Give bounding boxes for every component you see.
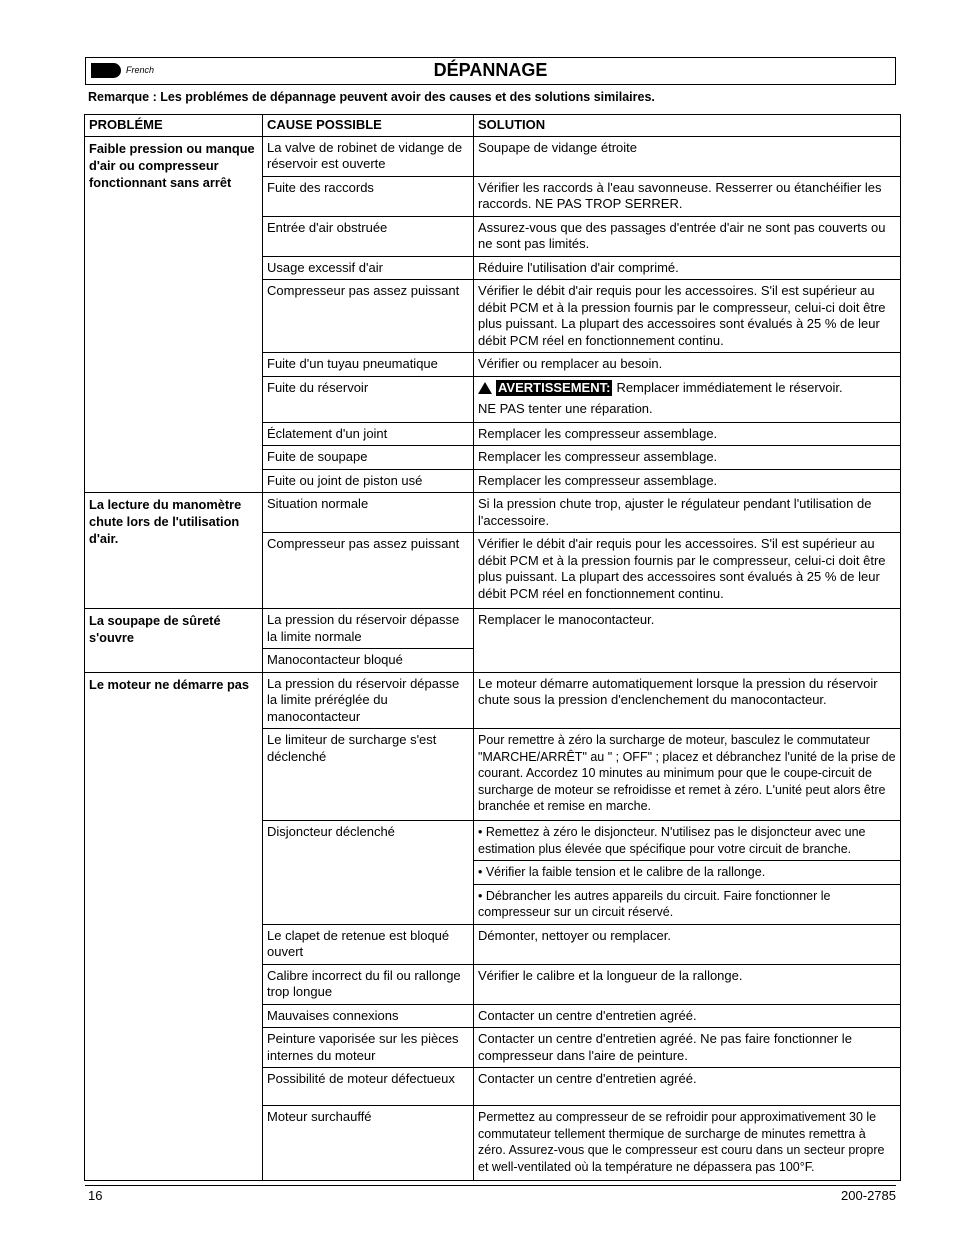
solution-cell: Soupape de vidange étroite [474, 136, 901, 176]
solution-cell [474, 376, 901, 422]
warning-label: AVERTISSEMENT: [498, 379, 611, 395]
table-header-row [85, 115, 901, 137]
col-header-cause: CAUSE POSSIBLE [263, 115, 474, 137]
solution-cell: Assurez-vous que des passages d'entrée d'air ne sont pas couverts ou ne sont pas limités. [474, 216, 901, 256]
solution-cell: Vérifier le calibre et la longueur de la rallonge. [474, 964, 901, 1004]
solution-cell: Contacter un centre d'entretien agréé. Ne pas faire fonctionner le compresseur dans l'aire de peinture. [474, 1028, 901, 1068]
cause-cell: Mauvaises connexions [263, 1004, 474, 1028]
cause-cell: Compresseur pas assez puissant [263, 533, 474, 609]
cause-cell: Disjoncteur déclenché [263, 821, 474, 925]
table-row [85, 493, 901, 533]
cause-cell: La pression du réservoir dépasse la limite préréglée du manocontacteur [263, 672, 474, 729]
document-code: 200-2785 [841, 1188, 896, 1203]
page-title: DÉPANNAGE [433, 60, 548, 80]
cause-cell: La valve de robinet de vidange de réservoir est ouverte [263, 136, 474, 176]
problem-cell: La lecture du manomètre chute lors de l'utilisation d'air. [85, 493, 263, 609]
problem-cell: Faible pression ou manque d'air ou compresseur fonctionnant sans arrêt [85, 136, 263, 493]
solution-text: NE PAS tenter une réparation. [478, 401, 653, 416]
footer-rule [85, 1185, 896, 1186]
solution-cell: Contacter un centre d'entretien agréé. [474, 1068, 901, 1106]
cause-cell: Calibre incorrect du fil ou rallonge trop longue [263, 964, 474, 1004]
solution-cell: Le moteur démarre automatiquement lorsque la pression du réservoir chute sous la pression d'enclenchement du manocontacteur. [474, 672, 901, 729]
cause-cell: Entrée d'air obstruée [263, 216, 474, 256]
solution-cell: • Vérifier la faible tension et le calibre de la rallonge. [474, 861, 901, 885]
problem-cell: Le moteur ne démarre pas [85, 672, 263, 1181]
cause-cell: Le limiteur de surcharge s'est déclenché [263, 729, 474, 821]
cause-cell: Éclatement d'un joint [263, 422, 474, 446]
table-row [85, 609, 901, 649]
solution-cell: • Débrancher les autres appareils du circuit. Faire fonctionner le compresseur sur un circuit réservé. [474, 884, 901, 924]
col-header-solution: SOLUTION [474, 115, 901, 137]
cause-cell: Le clapet de retenue est bloqué ouvert [263, 924, 474, 964]
cause-cell: Fuite ou joint de piston usé [263, 469, 474, 493]
problem-cell: La soupape de sûreté s'ouvre [85, 609, 263, 673]
solution-cell: Vérifier ou remplacer au besoin. [474, 353, 901, 377]
table-row [85, 136, 901, 176]
cause-cell: Moteur surchauffé [263, 1106, 474, 1181]
remark-note: Remarque : Les problémes de dépannage peuvent avoir des causes et des solutions similaires. [88, 90, 655, 104]
cause-cell: La pression du réservoir dépasse la limite normale [263, 609, 474, 649]
solution-cell: Remplacer les compresseur assemblage. [474, 469, 901, 493]
solution-cell: Remplacer les compresseur assemblage. [474, 446, 901, 470]
solution-cell: Vérifier les raccords à l'eau savonneuse. Resserrer ou étanchéifier les raccords. NE PAS TROP SERRER. [474, 176, 901, 216]
cause-cell: Fuite des raccords [263, 176, 474, 216]
solution-cell: • Remettez à zéro le disjoncteur. N'utilisez pas le disjoncteur avec une estimation plus élevée que spécifique pour votre circuit de branche. [474, 821, 901, 861]
troubleshooting-table [84, 114, 901, 1181]
language-label: French [126, 65, 155, 75]
cause-cell: Fuite du réservoir [263, 376, 474, 422]
page-number: 16 [88, 1188, 103, 1203]
solution-cell: Contacter un centre d'entretien agréé. [474, 1004, 901, 1028]
cause-cell: Fuite d'un tuyau pneumatique [263, 353, 474, 377]
cause-cell: Usage excessif d'air [263, 256, 474, 280]
solution-cell: Réduire l'utilisation d'air comprimé. [474, 256, 901, 280]
section-header [85, 57, 896, 85]
solution-cell: Remplacer les compresseur assemblage. [474, 422, 901, 446]
cause-cell: Possibilité de moteur défectueux [263, 1068, 474, 1106]
solution-cell: Vérifier le débit d'air requis pour les accessoires. S'il est supérieur au débit PCM et à la pression fournis par le compresseur, celui-ci doit être plus puissant. La plupart des accessoires sont évalués à 25 % de leur débit PCM réel en fonctionnement continu. [474, 280, 901, 353]
solution-cell: Si la pression chute trop, ajuster le régulateur pendant l'utilisation de l'accessoire. [474, 493, 901, 533]
cause-cell: Compresseur pas assez puissant [263, 280, 474, 353]
solution-cell: Permettez au compresseur de se refroidir pour approximativement 30 le commutateur tellement thermique de surcharge de minutes remettra à zéro. Assurez-vous que le compresseur est couru dans un secteur propre et well-ventilated où la température ne dépassera pas 100°F. [474, 1106, 901, 1181]
warning-text: Remplacer immédiatement le réservoir. [616, 379, 843, 395]
solution-cell: Remplacer le manocontacteur. [474, 609, 901, 673]
solution-cell: Pour remettre à zéro la surcharge de moteur, basculez le commutateur "MARCHE/ARRÊT" au " ; OFF" ; placez et débranchez l'unité de la prise de courant. Accordez 10 minutes au minimum pour que le coupe-circuit de surcharge de moteur se refroidisse et remet à zéro. L'unité peut alors être branchée et remise en marche. [474, 729, 901, 821]
table-row [85, 672, 901, 729]
col-header-problem: PROBLÉME [85, 115, 263, 137]
solution-cell: Vérifier le débit d'air requis pour les accessoires. S'il est supérieur au débit PCM et à la pression fournis par le compresseur, celui-ci doit être plus puissant. La plupart des accessoires sont évalués à 25 % de leur débit PCM réel en fonctionnement continu. [474, 533, 901, 609]
warning-line [478, 380, 896, 397]
cause-cell: Fuite de soupape [263, 446, 474, 470]
cause-cell: Situation normale [263, 493, 474, 533]
warning-triangle-icon [478, 382, 492, 394]
cause-cell: Peinture vaporisée sur les pièces internes du moteur [263, 1028, 474, 1068]
solution-cell: Démonter, nettoyer ou remplacer. [474, 924, 901, 964]
cause-cell: Manocontacteur bloqué [263, 649, 474, 673]
